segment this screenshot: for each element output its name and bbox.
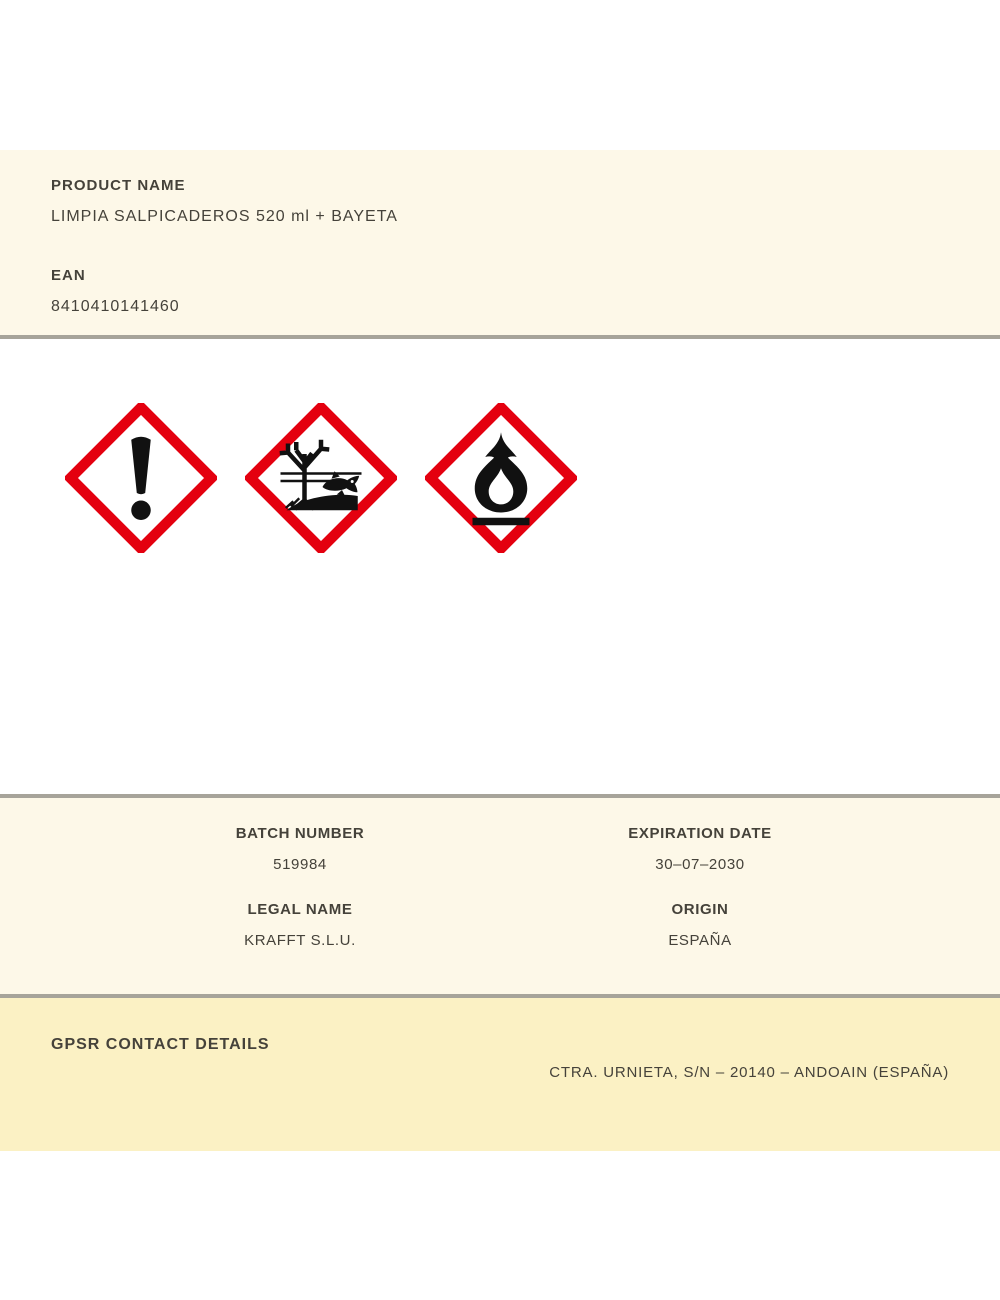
gpsr-contact-section — [0, 998, 1000, 1151]
batch-number-field — [100, 826, 500, 873]
exclamation-hazard-icon — [65, 403, 217, 553]
ean-value: 8410410141460 — [51, 298, 180, 315]
batch-number-label: BATCH NUMBER — [235, 825, 365, 842]
hazard-pictograms-section — [0, 339, 1000, 794]
product-name-value: LIMPIA SALPICADEROS 520 ml + BAYETA — [51, 208, 398, 225]
flammable-hazard-icon — [425, 403, 577, 553]
gpsr-contact-address: CTRA. URNIETA, S/N – 20140 – ANDOAIN (ESPAÑA) — [549, 1064, 949, 1081]
origin-value: ESPAÑA — [668, 932, 732, 949]
batch-info-grid — [100, 826, 900, 949]
legal-name-label: LEGAL NAME — [247, 901, 353, 918]
expiration-date-field — [500, 826, 900, 873]
environmental-hazard-icon — [245, 403, 397, 553]
product-info-section — [0, 150, 1000, 335]
expiration-date-value: 30–07–2030 — [655, 856, 745, 873]
bottom-spacer — [0, 1151, 1000, 1300]
product-name-label: PRODUCT NAME — [51, 177, 186, 194]
ean-label: EAN — [51, 267, 86, 284]
origin-label: ORIGIN — [671, 901, 729, 918]
batch-info-section — [0, 798, 1000, 994]
expiration-date-label: EXPIRATION DATE — [628, 825, 772, 842]
legal-name-field — [100, 902, 500, 949]
origin-field — [500, 902, 900, 949]
legal-name-value: KRAFFT S.L.U. — [244, 932, 356, 949]
gpsr-contact-label: GPSR CONTACT DETAILS — [51, 1036, 270, 1053]
batch-number-value: 519984 — [273, 856, 327, 873]
top-spacer — [0, 0, 1000, 150]
